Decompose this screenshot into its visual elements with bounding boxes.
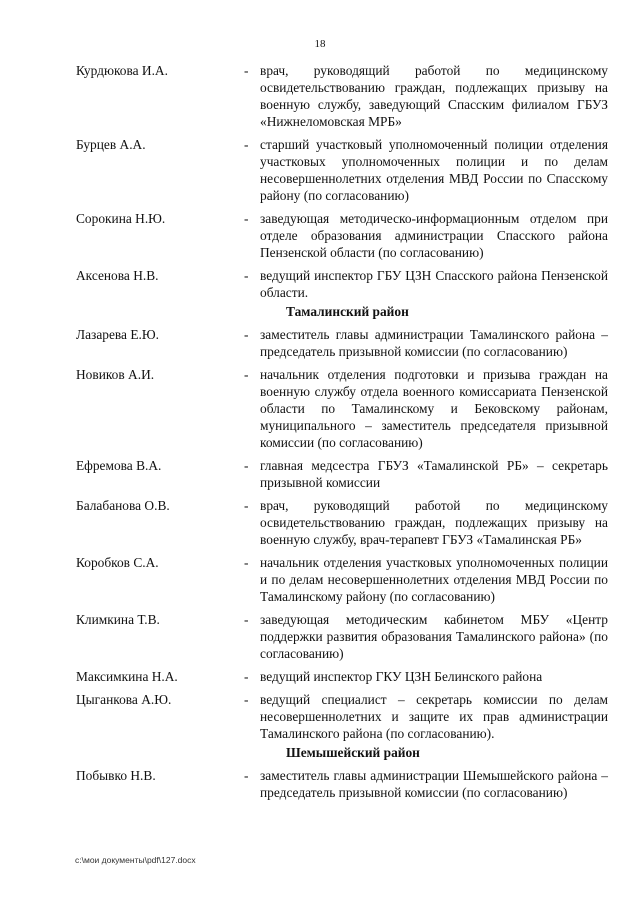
person-name: Сорокина Н.Ю. bbox=[76, 211, 166, 226]
position-description: начальник отделения участковых уполномоченных полиции и по делам несовершеннолетних отделения МВД России по Тамалинскому району (по согласованию) bbox=[260, 555, 608, 604]
position-description: ведущий инспектор ГБУ ЦЗН Спасского района Пензенской области. bbox=[260, 268, 608, 300]
list-item bbox=[76, 497, 608, 548]
dash-separator: - bbox=[244, 669, 249, 684]
position-description: главная медсестра ГБУЗ «Тамалинской РБ» – секретарь призывной комиссии bbox=[260, 458, 608, 490]
page-number: 18 bbox=[314, 38, 326, 50]
list-item bbox=[76, 366, 608, 451]
dash-separator: - bbox=[244, 327, 249, 342]
position-description: начальник отделения подготовки и призыва граждан на военную службу отдела военного комиссариата Пензенской области по Тамалинскому и Бековскому районам, муниципального – заместитель председателя призывной комиссии (по согласованию) bbox=[260, 367, 608, 450]
dash-separator: - bbox=[244, 63, 249, 78]
position-description: ведущий специалист – секретарь комиссии по делам несовершеннолетних и защите их прав администрации Тамалинского района (по согласованию). bbox=[260, 692, 608, 741]
dash-separator: - bbox=[244, 458, 249, 473]
person-name: Аксенова Н.В. bbox=[76, 268, 159, 283]
position-description: заведующая методическо-информационным отделом при отделе образования администрации Спасского района Пензенской области (по согласованию) bbox=[260, 211, 608, 260]
dash-separator: - bbox=[244, 268, 249, 283]
position-description: заместитель главы администрации Шемышейского района – председатель призывной комиссии (по согласованию) bbox=[260, 768, 608, 800]
position-description: врач, руководящий работой по медицинскому освидетельствованию граждан, подлежащих призыву на военную службу, заведующий Спасским филиалом ГБУЗ «Нижнеломовская МРБ» bbox=[260, 63, 608, 129]
position-description: заведующая методическим кабинетом МБУ «Центр поддержки развития образования Тамалинского района» (по согласованию) bbox=[260, 612, 608, 661]
list-item bbox=[76, 691, 608, 742]
list-item bbox=[76, 457, 608, 491]
list-item bbox=[76, 136, 608, 204]
position-description: врач, руководящий работой по медицинскому освидетельствованию граждан, подлежащих призыву на военную службу, врач-терапевт ГБУЗ «Тамалинская РБ» bbox=[260, 498, 608, 547]
list-item bbox=[76, 267, 608, 301]
document-body bbox=[76, 62, 608, 807]
dash-separator: - bbox=[244, 498, 249, 513]
person-name: Балабанова О.В. bbox=[76, 498, 170, 513]
dash-separator: - bbox=[244, 555, 249, 570]
district-heading: Тамалинский район bbox=[286, 304, 409, 319]
list-item bbox=[76, 554, 608, 605]
list-item bbox=[76, 62, 608, 130]
dash-separator: - bbox=[244, 692, 249, 707]
list-item bbox=[76, 210, 608, 261]
dash-separator: - bbox=[244, 612, 249, 627]
person-name: Коробков С.А. bbox=[76, 555, 159, 570]
dash-separator: - bbox=[244, 211, 249, 226]
position-description: ведущий инспектор ГКУ ЦЗН Белинского района bbox=[260, 669, 543, 684]
person-name: Лазарева Е.Ю. bbox=[76, 327, 159, 342]
person-name: Побывко Н.В. bbox=[76, 768, 156, 783]
file-path-footer: c:\мои документы\pdf\127.docx bbox=[75, 855, 196, 865]
position-description: старший участковый уполномоченный полиции отделения участковых уполномоченных полиции и по делам несовершеннолетних отделения МВД России по Спасскому району (по согласованию) bbox=[260, 137, 608, 203]
person-name: Новиков А.И. bbox=[76, 367, 155, 382]
dash-separator: - bbox=[244, 367, 249, 382]
dash-separator: - bbox=[244, 768, 249, 783]
person-name: Цыганкова А.Ю. bbox=[76, 692, 172, 707]
person-name: Климкина Т.В. bbox=[76, 612, 160, 627]
dash-separator: - bbox=[244, 137, 249, 152]
district-heading: Шемышейский район bbox=[286, 745, 420, 760]
list-item bbox=[76, 668, 608, 685]
position-description: заместитель главы администрации Тамалинского района – председатель призывной комиссии (по согласованию) bbox=[260, 327, 608, 359]
person-name: Ефремова В.А. bbox=[76, 458, 162, 473]
person-name: Максимкина Н.А. bbox=[76, 669, 178, 684]
person-name: Бурцев А.А. bbox=[76, 137, 146, 152]
list-item bbox=[76, 326, 608, 360]
list-item bbox=[76, 611, 608, 662]
person-name: Курдюкова И.А. bbox=[76, 63, 168, 78]
list-item bbox=[76, 767, 608, 801]
